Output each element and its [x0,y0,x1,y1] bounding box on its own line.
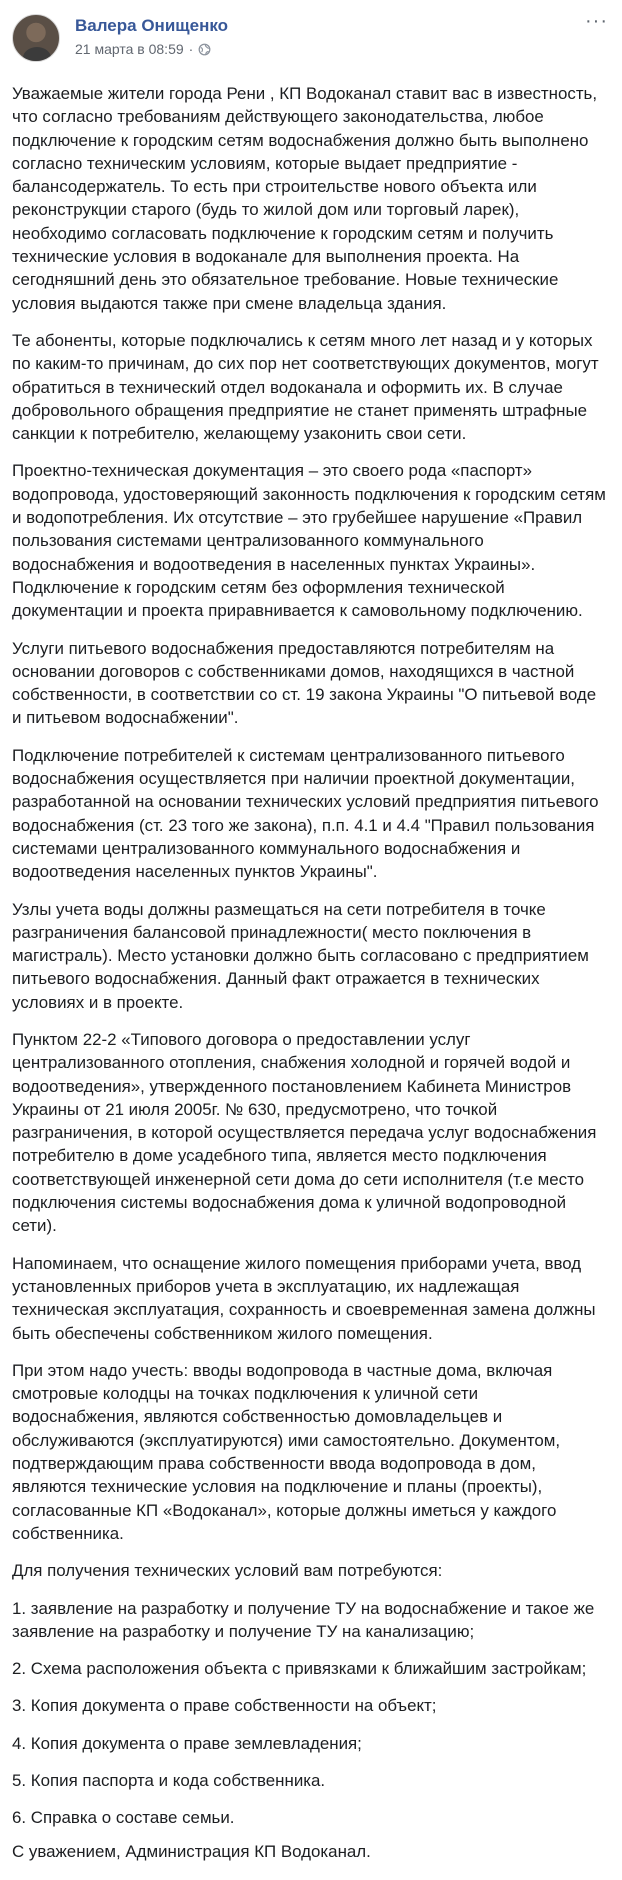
post-paragraph: Напоминаем, что оснащение жилого помещения приборами учета, ввод установленных приборов учета в эксплуатацию, их надлежащая техническая эксплуатация, сохранность и своевременная замена должны быть обеспечены собственником жилого помещения. [12,1253,596,1343]
author-avatar[interactable] [12,14,60,62]
post-meta [75,14,228,59]
list-item: 5. Копия паспорта и кода собственника. [12,1771,326,1790]
author-name-link[interactable]: Валера Онищенко [75,16,228,35]
post-paragraph: Подключение потребителей к системам централизованного питьевого водоснабжения осуществляется при наличии проектной документации, разработанной на основании технических условий предприятия питьевого водоснабжения (ст. 23 того же закона), п.п. 4.1 и 4.4 "Правил пользования системами централизованного коммунального водоснабжения и водоотведения населенных пунктов Украины". [12,745,599,882]
post-header [12,10,610,70]
list-item: 6. Справка о составе семьи. [12,1808,235,1828]
post-paragraph: Уважаемые жители города Рени , КП Водоканал ставит вас в известность, что согласно требованиям действующего законодательства, любое подключение к городским сетям водоснабжения должно быть выполнено согласно техническим условиям, которые выдает предприятие - балансодержатель. То есть при строительстве нового объекта или реконструкции старого (будь то жилой дом или торговый ларек), необходимо согласовать подключение к городским сетям и получить технические условия в водоканале для выполнения проекта. На сегодняшний день это обязательное требование. Новые технические условия выдаются также при смене владельца здания. [12,84,598,313]
post-body [12,82,607,1863]
list-item: 2. Схема расположения объекта с привязками к ближайшим застройкам; [12,1659,587,1679]
post-paragraph: При этом надо учесть: вводы водопровода в частные дома, включая смотровые колодцы на точках подключения к уличной сети водоснабжения, являются собственностью домовладельцев и обслуживаются (эксплуатируются) ими самостоятельно. Документом, подтверждающим права собственности ввода водопровода в дом, являются технические условия на подключение и планы (проекты), согласованные КП «Водоканал», которые должны иметься у каждого собственника. [12,1360,561,1543]
post-paragraph: Пунктом 22-2 «Типового договора о предоставлении услуг централизованного отопления, снабжения холодной и горячей водой и водоотведения», утвержденного постановлением Кабинета Министров Украины от 21 июля 2005г. № 630, предусмотрено, что точкой разграничения, в которой осуществляется передача услуг водоснабжения потребителю в доме усадебного типа, является место подключения соответствующей инженерной сети дома до сети исполнителя (т.е место подключения системы водоснабжения дома к уличной водопроводной сети). [12,1029,597,1236]
list-item: 1. заявление на разработку и получение ТУ на водоснабжение и такое же заявление на разработку и получение ТУ на канализацию; [12,1598,595,1641]
post-paragraph: Узлы учета воды должны размещаться на сети потребителя в точке разграничения балансовой принадлежности( место поключения в магистраль). Место установки должно быть согласовано с предприятием питьевого водоснабжения. Данный факт отражается в технических условиях и в проекте. [12,899,589,1012]
post-signature: С уважением, Администрация КП Водоканал. [12,1841,371,1861]
list-item: 4. Копия документа о праве землевладения; [12,1733,362,1753]
post-paragraph: Те абоненты, которые подключались к сетям много лет назад и у которых по каким-то причинам, до сих пор нет соответствующих документов, могут обратиться в технический отдел водоканала и оформить их. В случае добровольного обращения предприятие не станет применять штрафные санкции к потребителю, желающему узаконить свои сети. [12,330,599,444]
list-item: 3. Копия документа о праве собственности на объект; [12,1696,437,1716]
post-paragraph: Проектно-техническая документация – это своего рода «паспорт» водопровода, удостоверяющий законность подключения к городским сетям и водопотребления. Их отсутствие – это грубейшее нарушение «Правил пользования системами централизованного коммунального водоснабжения и водоотведения в населенных пунктах Украины». Подключение к городским сетям без оформления технической документации и проекта приравнивается к самовольному подключению. [12,461,606,621]
post-timestamp-link[interactable]: 21 марта в 08:59 [75,41,184,57]
post-paragraph: Для получения технических условий вам потребуются: [12,1561,443,1581]
post-paragraph: Услуги питьевого водоснабжения предоставляются потребителям на основании договоров с собственниками домов, находящихся в частной собственности, в соответствии со ст. 19 закона Украины "О питьевой воде и питьевом водоснабжении". [12,638,597,728]
separator-dot: · [188,41,194,57]
globe-icon[interactable] [198,43,211,56]
post-date-row [75,39,228,59]
more-options-icon[interactable]: ··· [585,10,608,32]
